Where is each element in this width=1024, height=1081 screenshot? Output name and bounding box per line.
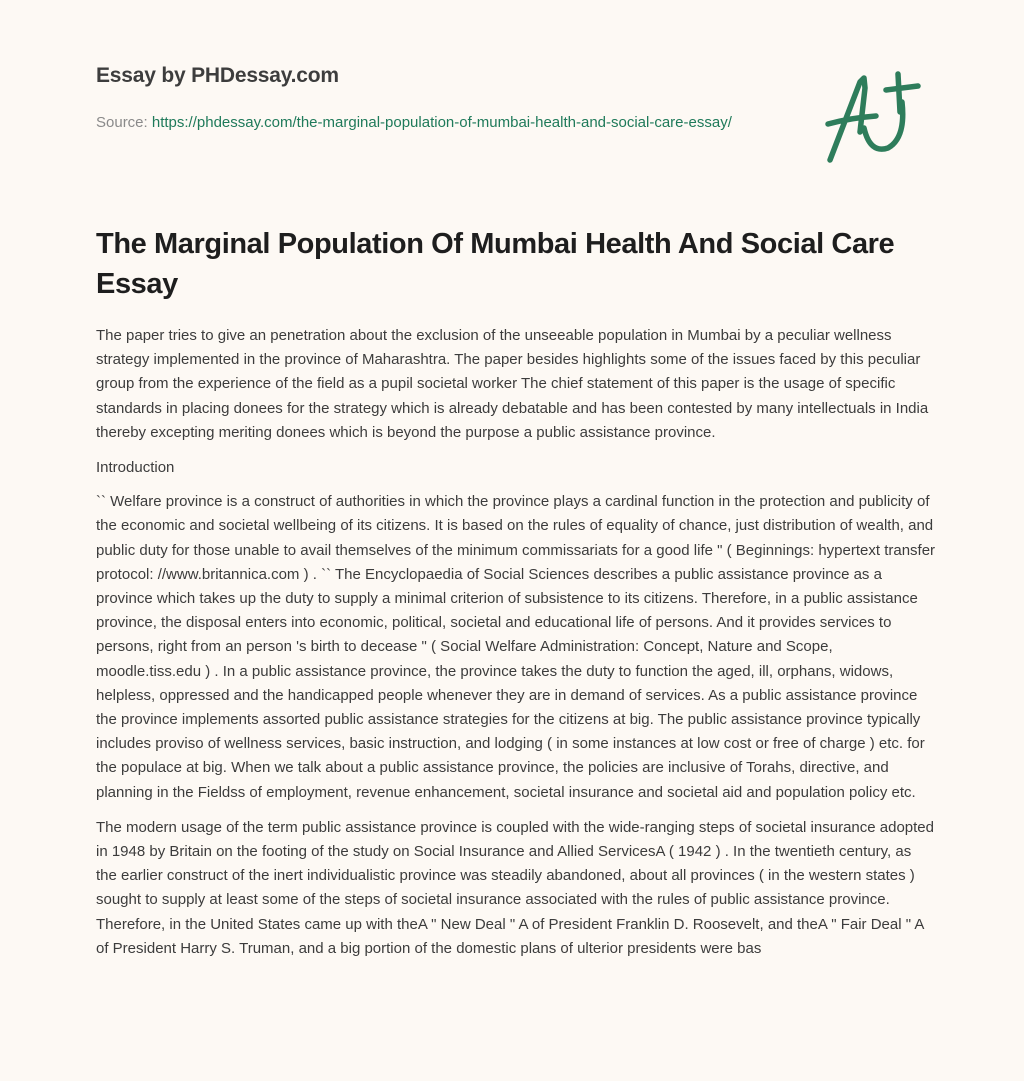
source-link[interactable]: https://phdessay.com/the-marginal-population-of-mumbai-health-and-social-care-essay/ <box>151 114 732 131</box>
source-line <box>96 111 736 134</box>
article-body <box>96 324 936 972</box>
abstract-paragraph: The paper tries to give an penetration about the exclusion of the unseeable population in Mumbai by a peculiar wellness strategy implemented in the province of Maharashtra. The paper besides highlights some of the issues faced by this peculiar group from the experience of the field as a pupil societal worker The chief statement of this paper is the usage of specific standards in placing donees for the strategy which is already debatable and has been contested by many intellectuals in India thereby excepting meriting donees which is beyond the purpose a public assistance province. <box>96 327 929 441</box>
body-paragraph: The modern usage of the term public assistance province is coupled with the wide-ranging steps of societal insurance adopted in 1948 by Britain on the footing of the study on Social Insurance and Allied ServicesA ( 1942 ) . In the twentieth century, as the earlier construct of the inert individualistic province was steadily abandoned, about all provinces ( in the western states ) sought to supply at least some of the steps of societal insurance associated with the rules of public assistance province. Therefore, in the United States came up with theA " New Deal " A of President Franklin D. Roosevelt, and theA " Fair Deal " A of President Harry S. Truman, and a big portion of the domestic plans of ulterior presidents were bas <box>96 818 934 957</box>
a-plus-grade-icon <box>820 68 930 168</box>
body-paragraph: `` Welfare province is a construct of authorities in which the province plays a cardinal function in the protection and publicity of the economic and societal wellbeing of its citizens. It is based on the rules of equality of chance, just distribution of wealth, and public duty for those unable to avail themselves of the minimum commissariats for a good life " ( Beginnings: hypertext transfer protocol: //www.britannica.com ) . `` The Encyclopaedia of Social Sciences describes a public assistance province as a province which takes up the duty to supply a minimal criterion of subsistence to its citizens. Therefore, in a public assistance province, the disposal enters into economic, political, societal and educational life of persons. And it provides services to persons, right from an person 's birth to decease " ( Social Welfare Administration: Concept, Nature and Scope, moodle.tiss.edu ) . In a public assistance province, the province takes the duty to function the aged, ill, orphans, widows, helpless, oppressed and the handicapped people whenever they are in demand of services. As a public assistance province the province implements assorted public assistance strategies for the citizens at big. The public assistance province typically includes proviso of wellness services, basic instruction, and lodging ( in some instances at low cost or free of charge ) etc. for the populace at big. When we talk about a public assistance province, the policies are inclusive of Torahs, directive, and planning in the Fieldss of employment, revenue enhancement, societal insurance and societal aid and population policy etc. <box>96 493 936 801</box>
article-title: The Marginal Population Of Mumbai Health And Social Care Essay <box>96 228 895 300</box>
site-title: Essay by PHDessay.com <box>96 64 339 87</box>
source-label: Source: <box>96 114 152 131</box>
section-heading-introduction: Introduction <box>96 459 175 477</box>
